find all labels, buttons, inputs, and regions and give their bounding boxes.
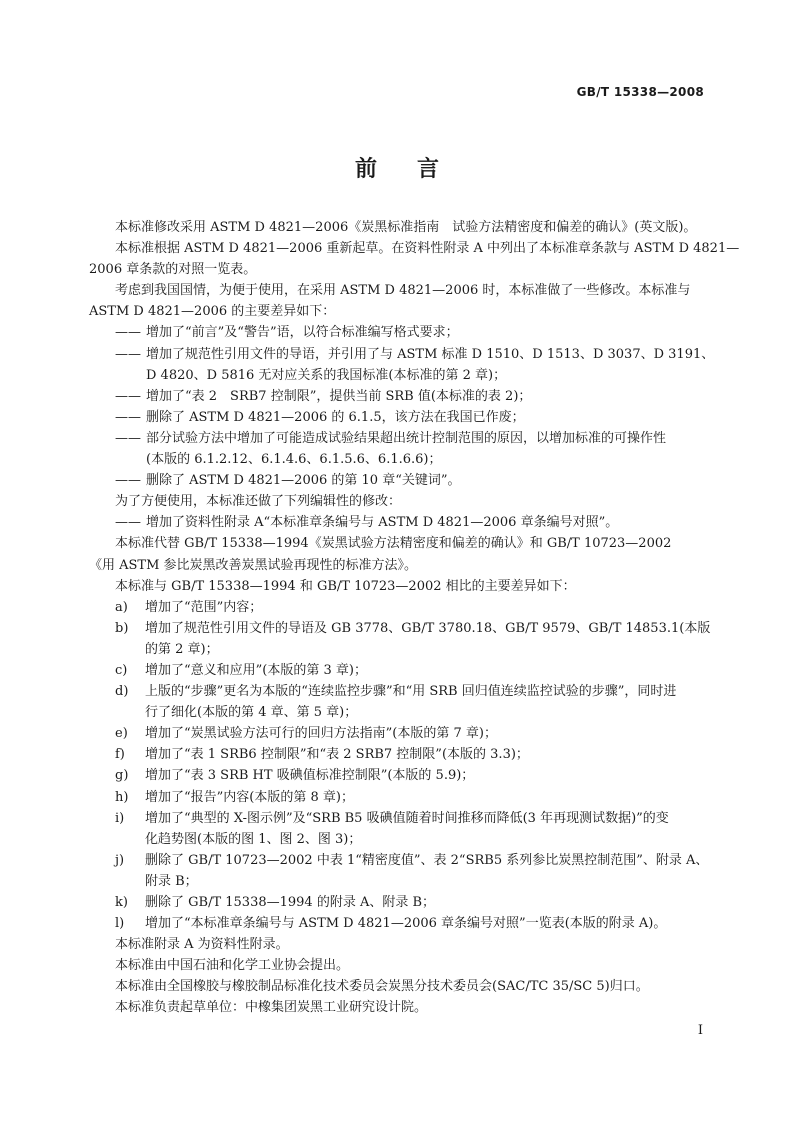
lettered-list-item: [89, 597, 705, 618]
dash-marker: ——: [115, 346, 141, 362]
item-text: 删除了 GB/T 15338—1994 的附录 A、附录 B；: [145, 895, 436, 910]
item-letter: l): [115, 916, 125, 932]
dash-item-text: 增加了规范性引用文件的导语，并引用了与 ASTM 标准 D 1510、D 1513、D 3037、D 3191、: [146, 346, 715, 362]
dash-item-text: 删除了 ASTM D 4821—2006 的 6.1.5，该方法在我国已作废；: [146, 409, 525, 425]
paragraph-line: 本标准修改采用 ASTM D 4821—2006《炭黑标准指南 试验方法精密度和偏差的确认》(英文版)。: [115, 220, 697, 235]
dash-marker: ——: [115, 473, 141, 489]
item-text: 增加了规范性引用文件的导语及 GB 3778、GB/T 3780.18、GB/T 9579、GB/T 14853.1(本版: [145, 620, 711, 636]
dash-item-continuation: (本版的 6.1.2.12、6.1.4.6、6.1.5.6、6.1.6.6)；: [146, 452, 442, 468]
item-letter: i): [115, 810, 125, 826]
item-letter: h): [115, 789, 129, 805]
dash-marker: ——: [115, 325, 141, 341]
dash-item-text: 删除了 ASTM D 4821—2006 的第 10 章“关键词”。: [146, 473, 461, 489]
paragraph-line: 考虑到我国国情，为便于使用，在采用 ASTM D 4821—2006 时，本标准做了一些修改。本标准与: [115, 283, 691, 299]
item-text: 增加了“报告”内容(本版的第 8 章)；: [145, 789, 354, 805]
lettered-list-item: [89, 913, 705, 934]
item-text: 增加了“炭黑试验方法可行的回归方法指南”(本版的第 7 章)；: [145, 726, 497, 742]
dash-list-item: [89, 512, 705, 533]
dash-marker: ——: [115, 409, 141, 425]
item-letter: b): [115, 620, 129, 636]
item-letter: j): [115, 852, 125, 868]
item-text: 增加了“范围”内容；: [145, 599, 263, 615]
lettered-list-item: [89, 892, 705, 913]
dash-item-continuation: D 4820、D 5816 无对应关系的我国标准(本标准的第 2 章)；: [146, 367, 507, 383]
paragraph-line: 为了方便使用，本标准还做了下列编辑性的修改：: [115, 494, 402, 510]
lettered-list-item: [89, 808, 705, 829]
lettered-list-item: [89, 618, 711, 639]
item-letter: g): [115, 768, 129, 784]
item-letter: k): [115, 895, 128, 910]
dash-list-item: [89, 407, 705, 428]
paragraph-line: 本标准根据 ASTM D 4821—2006 重新起草。在资料性附录 A 中列出了本标准章条款与 ASTM D 4821—: [115, 241, 740, 257]
dash-list-item: [89, 470, 705, 491]
item-letter: d): [115, 684, 129, 700]
dash-item-text: 增加了资料性附录 A“本标准章条编号与 ASTM D 4821—2006 章条编号对照”。: [146, 515, 619, 531]
paragraph-line: 本标准由全国橡胶与橡胶制品标准化技术委员会炭黑分技术委员会(SAC/TC 35/SC 5)归口。: [115, 979, 649, 995]
paragraph-line: 本标准附录 A 为资料性附录。: [115, 937, 289, 953]
item-continuation: 行了细化(本版的第 4 章、第 5 章)；: [145, 705, 358, 721]
paragraph-line: 本标准与 GB/T 15338—1994 和 GB/T 10723—2002 相比的主要差异如下：: [115, 578, 576, 594]
dash-list-item: [89, 428, 705, 449]
paragraph-continuation: ASTM D 4821—2006 的主要差异如下：: [89, 304, 336, 320]
page-title: 前言: [354, 156, 479, 182]
dash-list-item: [89, 386, 705, 407]
paragraph-continuation: 《用 ASTM 参比炭黑改善炭黑试验再现性的标准方法》。: [89, 557, 418, 573]
paragraph-line: 本标准代替 GB/T 15338—1994《炭黑试验方法精密度和偏差的确认》和 GB/T 10723—2002: [115, 536, 672, 552]
item-letter: a): [115, 599, 128, 615]
item-text: 增加了“表 3 SRB HT 吸碘值标准控制限”(本版的 5.9)；: [145, 768, 475, 784]
dash-item-text: 部分试验方法中增加了可能造成试验结果超出统计控制范围的原因，以增加标准的可操作性: [146, 430, 667, 446]
lettered-list-item: [89, 850, 709, 871]
standard-code: GB/T 15338—2008: [576, 85, 704, 99]
item-text: 增加了“表 1 SRB6 控制限”和“表 2 SRB7 控制限”(本版的 3.3)；: [145, 747, 529, 763]
item-text: 增加了“意义和应用”(本版的第 3 章)；: [145, 662, 367, 678]
dash-marker: ——: [115, 430, 141, 446]
item-text: 上版的“步骤”更名为本版的“连续监控步骤”和“用 SRB 回归值连续监控试验的步骤”，同时进: [145, 684, 677, 700]
item-letter: c): [115, 662, 128, 678]
item-text: 删除了 GB/T 10723—2002 中表 1“精密度值”、表 2“SRB5 系列参比炭黑控制范围”、附录 A、: [145, 852, 709, 868]
lettered-list-item: [89, 744, 705, 765]
dash-marker: ——: [115, 388, 141, 404]
dash-item-text: 增加了“表 2 SRB7 控制限”，提供当前 SRB 值(本标准的表 2)；: [146, 388, 532, 404]
lettered-list-item: [89, 660, 705, 681]
item-continuation: 化趋势图(本版的图 1、图 2、图 3)；: [145, 831, 362, 847]
item-continuation: 附录 B；: [145, 873, 198, 889]
dash-list-item: [89, 344, 715, 365]
lettered-list-item: [89, 723, 705, 744]
lettered-list-item: [89, 765, 705, 786]
paragraph-line: 本标准由中国石油和化学工业协会提出。: [115, 958, 350, 974]
page-number: I: [697, 1023, 703, 1038]
item-letter: e): [115, 726, 128, 742]
lettered-list-item: [89, 787, 705, 808]
dash-marker: ——: [115, 515, 141, 531]
paragraph-continuation: 2006 章条款的对照一览表。: [89, 262, 257, 278]
lettered-list-item: [89, 681, 705, 702]
dash-list-item: [89, 322, 705, 343]
item-continuation: 的第 2 章)；: [145, 641, 219, 657]
item-letter: f): [115, 747, 125, 763]
item-text: 增加了“典型的 X-图示例”及“SRB B5 吸碘值随着时间推移而降低(3 年再现测试数据)”的变: [145, 810, 669, 826]
paragraph-line: 本标准负责起草单位：中橡集团炭黑工业研究设计院。: [115, 1000, 428, 1016]
item-text: 增加了“本标准章条编号与 ASTM D 4821—2006 章条编号对照”一览表(本版的附录 A)。: [145, 916, 667, 932]
dash-item-text: 增加了“前言”及“警告”语，以符合标准编写格式要求；: [146, 325, 459, 341]
foreword-body: [89, 217, 740, 1019]
